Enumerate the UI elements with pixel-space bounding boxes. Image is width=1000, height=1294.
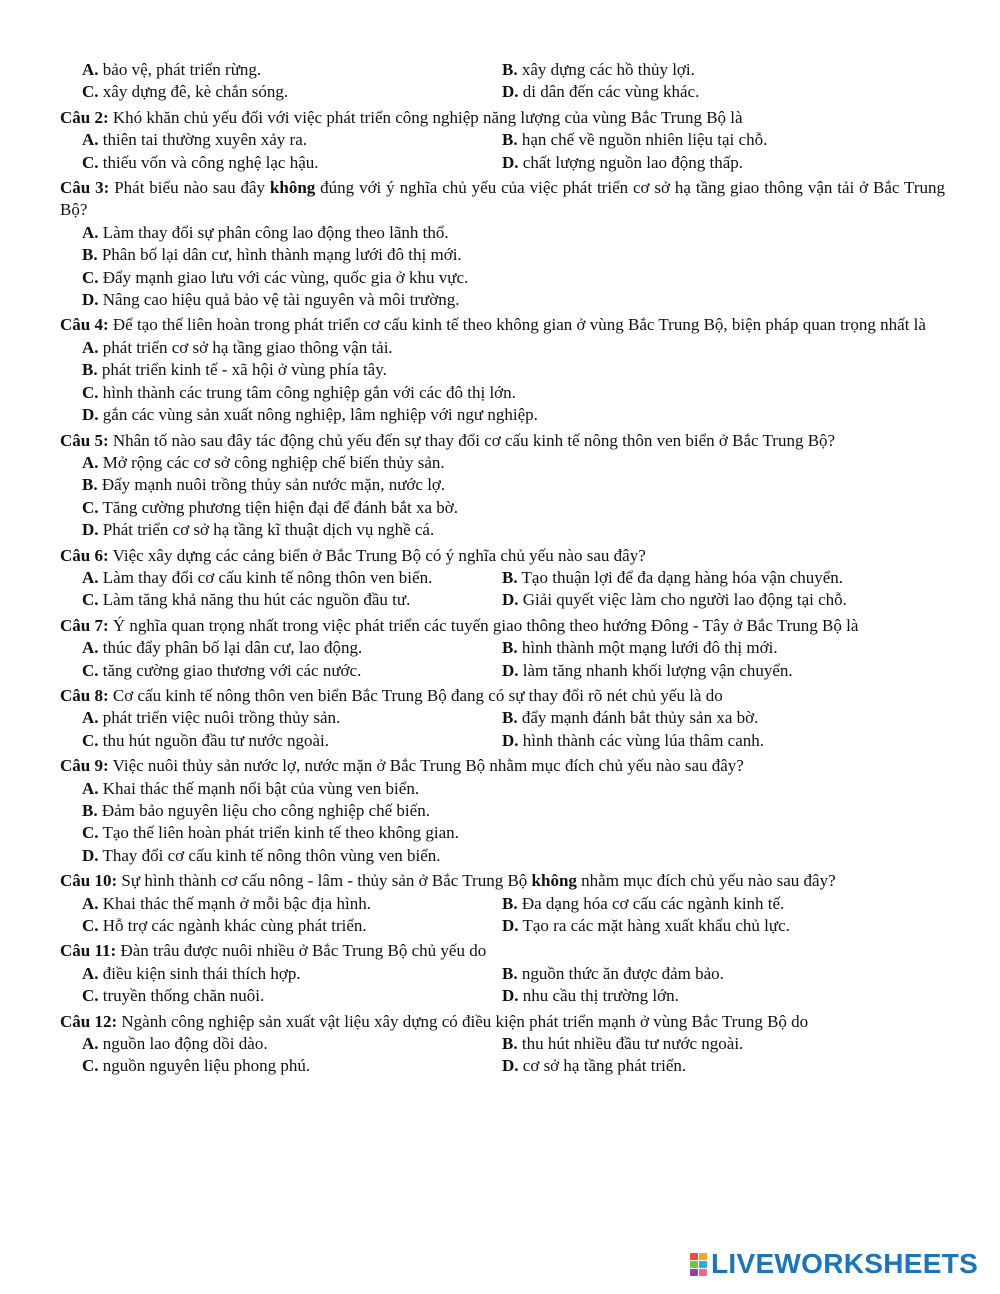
option-letter: C. — [82, 82, 99, 102]
option-text: nguồn lao động dồi dào. — [98, 1034, 268, 1054]
answer-option — [82, 60, 261, 79]
option-text: Khai thác thế mạnh nổi bật của vùng ven biển. — [98, 778, 420, 798]
answer-option — [502, 894, 784, 913]
option-text: Tạo ra các mặt hàng xuất khẩu chủ lực. — [518, 916, 790, 936]
option-text: Nâng cao hiệu quả bảo vệ tài nguyên và môi trường. — [98, 290, 460, 310]
option-letter: D. — [502, 660, 519, 680]
answer-option — [82, 245, 462, 264]
option-line — [82, 519, 945, 541]
option-letter: D. — [82, 290, 99, 310]
option-line — [82, 382, 945, 404]
option-text: Đảm bảo nguyên liệu cho công nghiệp chế biến. — [97, 801, 430, 820]
stem-keyword: không — [531, 871, 577, 891]
answer-option — [82, 82, 288, 101]
option-letter: A. — [82, 778, 99, 798]
answer-option — [82, 708, 340, 727]
stem-text: Nhân tố nào sau đây tác động chủ yếu đến sự thay đổi cơ cấu kinh tế nông thôn ven biển ở Bắc Trung Bộ? — [108, 430, 836, 450]
options-row — [82, 660, 945, 682]
option-letter: D. — [502, 986, 519, 1006]
answer-option — [82, 268, 468, 287]
options-group — [60, 337, 945, 427]
option-letter: B. — [82, 801, 98, 820]
option-line — [82, 474, 945, 496]
question-block — [60, 755, 945, 867]
option-text: nguồn nguyên liệu phong phú. — [98, 1056, 311, 1076]
option-cell — [502, 129, 767, 151]
option-cell — [502, 637, 778, 659]
question-list — [60, 59, 945, 1081]
question-stem — [60, 940, 945, 962]
answer-option — [502, 661, 793, 680]
option-text: phát triển việc nuôi trồng thủy sản. — [98, 708, 341, 728]
liveworksheets-logo — [690, 1248, 979, 1280]
option-letter: C. — [82, 823, 99, 843]
question-label: Câu 7: — [60, 615, 109, 635]
option-text: Phát triển cơ sở hạ tầng kĩ thuật dịch vụ nghề cá. — [98, 520, 435, 540]
option-letter: C. — [82, 660, 99, 680]
stem-text: Việc xây dựng các cảng biển ở Bắc Trung Bộ có ý nghĩa chủ yếu nào sau đây? — [108, 545, 646, 565]
option-cell — [82, 81, 502, 103]
option-line — [82, 404, 945, 426]
option-letter: A. — [82, 708, 99, 728]
option-text: đẩy mạnh đánh bắt thủy sản xa bờ. — [517, 708, 759, 728]
option-line — [82, 244, 945, 266]
option-cell — [502, 707, 758, 729]
option-letter: A. — [82, 638, 99, 658]
option-cell — [82, 152, 502, 174]
answer-option — [82, 223, 449, 242]
stem-text: Đàn trâu được nuôi nhiều ở Bắc Trung Bộ chủ yếu do — [116, 941, 487, 961]
option-text: thu hút nhiều đầu tư nước ngoài. — [517, 1034, 744, 1054]
options-row — [82, 1033, 945, 1055]
option-letter: A. — [82, 337, 99, 357]
option-text: nguồn thức ăn được đảm bảo. — [517, 963, 724, 983]
option-cell — [82, 985, 502, 1007]
option-cell — [502, 985, 679, 1007]
options-group — [60, 452, 945, 542]
option-letter: A. — [82, 452, 99, 472]
option-text: phát triển cơ sở hạ tầng giao thông vận tải. — [98, 337, 393, 357]
option-cell — [82, 915, 502, 937]
option-line — [82, 289, 945, 311]
option-cell — [502, 660, 793, 682]
answer-option — [82, 1034, 268, 1053]
option-text: Đẩy mạnh giao lưu với các vùng, quốc gia ở khu vực. — [98, 267, 469, 287]
answer-option — [502, 1034, 743, 1053]
answer-option — [502, 568, 843, 587]
options-group — [60, 567, 945, 612]
options-group — [60, 778, 945, 868]
option-letter: D. — [502, 590, 519, 610]
option-text: hình thành một mạng lưới đô thị mới. — [517, 638, 778, 658]
option-letter: D. — [502, 730, 519, 750]
question-label: Câu 4: — [60, 315, 109, 335]
question-label: Câu 9: — [60, 756, 109, 776]
option-cell — [82, 1055, 502, 1077]
options-group — [60, 707, 945, 752]
option-text: Đẩy mạnh nuôi trồng thủy sản nước mặn, nước lợ. — [97, 475, 446, 495]
option-text: bảo vệ, phát triển rừng. — [98, 60, 262, 79]
answer-option — [82, 153, 319, 172]
answer-option — [502, 964, 724, 983]
option-text: tăng cường giao thương với các nước. — [98, 660, 362, 680]
answer-option — [82, 661, 361, 680]
option-letter: B. — [502, 60, 518, 79]
options-row — [82, 567, 945, 589]
option-letter: B. — [82, 360, 98, 380]
option-letter: C. — [82, 152, 99, 172]
option-text: hình thành các vùng lúa thâm canh. — [518, 730, 765, 750]
question-block — [60, 940, 945, 1007]
options-row — [82, 963, 945, 985]
option-letter: D. — [502, 1056, 519, 1076]
option-cell — [502, 915, 790, 937]
option-cell — [502, 1033, 743, 1055]
option-letter: C. — [82, 497, 99, 517]
option-line — [82, 267, 945, 289]
answer-option — [82, 520, 434, 539]
options-row — [82, 985, 945, 1007]
answer-option — [82, 498, 458, 517]
option-line — [82, 337, 945, 359]
question-label: Câu 8: — [60, 685, 109, 705]
option-text: thiên tai thường xuyên xảy ra. — [98, 130, 307, 150]
option-text: phát triển kinh tế - xã hội ở vùng phía tây. — [97, 360, 387, 380]
options-row — [82, 129, 945, 151]
stem-text: Việc nuôi thủy sản nước lợ, nước mặn ở Bắc Trung Bộ nhằm mục đích chủ yếu nào sau đây? — [108, 756, 744, 776]
options-row — [82, 152, 945, 174]
option-cell — [82, 1033, 502, 1055]
option-text: Làm thay đổi cơ cấu kinh tế nông thôn ven biển. — [98, 567, 433, 587]
option-text: thu hút nguồn đầu tư nước ngoài. — [98, 730, 329, 750]
option-line — [82, 222, 945, 244]
option-cell — [82, 730, 502, 752]
answer-option — [82, 475, 445, 494]
answer-option — [502, 986, 679, 1005]
option-letter: B. — [82, 245, 98, 265]
question-label: Câu 2: — [60, 107, 109, 127]
option-line — [82, 845, 945, 867]
option-text: nhu cầu thị trường lớn. — [518, 986, 679, 1006]
question-label: Câu 3: — [60, 178, 110, 198]
question-label: Câu 10: — [60, 871, 118, 891]
option-line — [82, 822, 945, 844]
options-group — [60, 637, 945, 682]
logo-text: LIVEWORKSHEETS — [711, 1248, 979, 1280]
stem-text: Phát biểu nào sau đây — [109, 178, 270, 198]
options-group — [60, 963, 945, 1008]
question-block — [60, 685, 945, 752]
option-cell — [502, 81, 699, 103]
option-text: Hỗ trợ các ngành khác cùng phát triển. — [98, 916, 367, 936]
question-block — [60, 1011, 945, 1078]
answer-option — [82, 1056, 310, 1075]
answer-option — [82, 590, 410, 609]
question-block — [60, 177, 945, 311]
options-row — [82, 1055, 945, 1077]
options-row — [82, 59, 945, 81]
answer-option — [82, 779, 419, 798]
answer-option — [82, 986, 264, 1005]
option-line — [82, 778, 945, 800]
answer-option — [502, 731, 764, 750]
stem-text: đúng với ý nghĩa chủ yếu của việc phát triển cơ sở hạ tầng giao thông vận tải ở Bắc Trung Bộ? — [60, 178, 945, 220]
option-cell — [502, 59, 695, 81]
answer-option — [82, 916, 367, 935]
option-text: gắn các vùng sản xuất nông nghiệp, lâm nghiệp với ngư nghiệp. — [98, 405, 538, 425]
stem-keyword: không — [269, 178, 316, 198]
option-text: Phân bố lại dân cư, hình thành mạng lưới đô thị mới. — [97, 245, 462, 265]
option-text: Tăng cường phương tiện hiện đại để đánh bắt xa bờ. — [98, 497, 459, 517]
answer-option — [502, 82, 699, 101]
answer-option — [82, 130, 307, 149]
option-letter: B. — [502, 1034, 518, 1054]
options-row — [82, 589, 945, 611]
option-cell — [82, 129, 502, 151]
answer-option — [502, 130, 767, 149]
option-text: thiếu vốn và công nghệ lạc hậu. — [98, 152, 319, 172]
option-text: Tạo thế liên hoàn phát triển kinh tế theo không gian. — [98, 823, 459, 843]
option-line — [82, 452, 945, 474]
option-cell — [82, 963, 502, 985]
option-cell — [502, 567, 843, 589]
options-row — [82, 915, 945, 937]
question-block — [60, 107, 945, 174]
answer-option — [82, 568, 432, 587]
answer-option — [82, 405, 538, 424]
stem-text: Sự hình thành cơ cấu nông - lâm - thủy sản ở Bắc Trung Bộ — [117, 871, 532, 891]
answer-option — [82, 360, 387, 379]
question-stem — [60, 107, 945, 129]
option-text: xây dựng các hồ thủy lợi. — [517, 60, 695, 79]
option-cell — [82, 660, 502, 682]
option-cell — [82, 589, 502, 611]
option-text: Mở rộng các cơ sở công nghiệp chế biến thủy sản. — [98, 452, 445, 472]
option-cell — [502, 730, 764, 752]
question-stem — [60, 755, 945, 777]
option-letter: D. — [502, 82, 519, 102]
option-letter: B. — [502, 130, 518, 150]
option-letter: A. — [82, 893, 99, 913]
stem-text: Để tạo thế liên hoàn trong phát triển cơ cấu kinh tế theo không gian ở vùng Bắc Trung Bộ, biện pháp quan trọng nhất là — [108, 315, 926, 335]
option-text: Khai thác thế mạnh ở mỗi bậc địa hình. — [98, 893, 371, 913]
answer-option — [82, 383, 516, 402]
option-text: thúc đẩy phân bố lại dân cư, lao động. — [98, 638, 363, 658]
options-group — [60, 893, 945, 938]
option-text: cơ sở hạ tầng phát triển. — [518, 1056, 687, 1076]
option-letter: C. — [82, 590, 99, 610]
options-row — [82, 730, 945, 752]
question-label: Câu 5: — [60, 430, 109, 450]
option-text: điều kiện sinh thái thích hợp. — [98, 963, 301, 983]
option-text: Giải quyết việc làm cho người lao động tại chỗ. — [518, 590, 847, 610]
stem-text: Ý nghĩa quan trọng nhất trong việc phát triển các tuyến giao thông theo hướng Đông - Tây ở Bắc Trung Bộ là — [108, 615, 859, 635]
option-text: Tạo thuận lợi để đa dạng hàng hóa vận chuyển. — [517, 567, 844, 587]
option-cell — [502, 589, 847, 611]
option-letter: C. — [82, 730, 99, 750]
answer-option — [82, 801, 430, 820]
option-letter: A. — [82, 130, 99, 150]
option-letter: B. — [82, 475, 98, 495]
options-group — [60, 59, 945, 104]
option-letter: D. — [502, 152, 519, 172]
option-letter: D. — [82, 520, 99, 540]
answer-option — [502, 638, 778, 657]
question-label: Câu 11: — [60, 941, 117, 961]
option-cell — [82, 637, 502, 659]
stem-text: Khó khăn chủ yếu đối với việc phát triển công nghiệp năng lượng của vùng Bắc Trung Bộ là — [108, 107, 743, 127]
option-letter: B. — [502, 963, 518, 983]
answer-option — [82, 894, 371, 913]
option-cell — [502, 963, 724, 985]
question-block — [60, 615, 945, 682]
answer-option — [82, 846, 441, 865]
option-line — [82, 359, 945, 381]
question-stem — [60, 545, 945, 567]
answer-option — [502, 590, 847, 609]
option-text: hình thành các trung tâm công nghiệp gắn với các đô thị lớn. — [98, 382, 516, 402]
question-block — [60, 59, 945, 104]
stem-text: nhằm mục đích chủ yếu nào sau đây? — [576, 871, 836, 891]
answer-option — [502, 916, 790, 935]
question-label: Câu 12: — [60, 1011, 118, 1031]
options-group — [60, 129, 945, 174]
options-row — [82, 81, 945, 103]
option-letter: C. — [82, 916, 99, 936]
option-text: Đa dạng hóa cơ cấu các ngành kinh tế. — [517, 893, 785, 913]
option-letter: A. — [82, 963, 99, 983]
answer-option — [82, 290, 459, 309]
option-letter: D. — [502, 916, 519, 936]
logo-grid-icon — [690, 1253, 707, 1276]
question-label: Câu 6: — [60, 545, 109, 565]
option-cell — [502, 893, 784, 915]
option-text: làm tăng nhanh khối lượng vận chuyển. — [518, 660, 793, 680]
option-text: Thay đổi cơ cấu kinh tế nông thôn vùng ven biển. — [98, 845, 441, 865]
options-row — [82, 893, 945, 915]
option-letter: A. — [82, 222, 99, 242]
option-letter: A. — [82, 567, 99, 587]
answer-option — [82, 964, 301, 983]
question-stem — [60, 870, 945, 892]
question-stem — [60, 685, 945, 707]
answer-option — [502, 1056, 686, 1075]
option-cell — [82, 567, 502, 589]
option-text: xây dựng đê, kè chắn sóng. — [98, 82, 289, 102]
option-text: Làm tăng khả năng thu hút các nguồn đầu tư. — [98, 590, 411, 610]
option-letter: B. — [502, 638, 518, 658]
option-letter: B. — [502, 708, 518, 728]
option-cell — [502, 152, 743, 174]
answer-option — [82, 823, 459, 842]
answer-option — [502, 708, 758, 727]
options-group — [60, 222, 945, 312]
option-cell — [82, 59, 502, 81]
answer-option — [82, 338, 393, 357]
option-letter: D. — [82, 405, 99, 425]
question-stem — [60, 177, 945, 222]
option-text: di dân đến các vùng khác. — [518, 82, 700, 102]
option-text: chất lượng nguồn lao động thấp. — [518, 152, 744, 172]
options-group — [60, 1033, 945, 1078]
option-letter: C. — [82, 1056, 99, 1076]
question-stem — [60, 1011, 945, 1033]
answer-option — [82, 731, 329, 750]
option-text: hạn chế về nguồn nhiên liệu tại chỗ. — [517, 130, 768, 150]
question-block — [60, 870, 945, 937]
option-letter: C. — [82, 382, 99, 402]
answer-option — [82, 638, 362, 657]
option-text: truyền thống chăn nuôi. — [98, 986, 265, 1006]
option-line — [82, 497, 945, 519]
question-block — [60, 314, 945, 426]
stem-text: Ngành công nghiệp sản xuất vật liệu xây dựng có điều kiện phát triển mạnh ở vùng Bắc Trung Bộ do — [117, 1011, 809, 1031]
question-block — [60, 430, 945, 542]
answer-option — [502, 153, 743, 172]
option-cell — [82, 707, 502, 729]
option-letter: B. — [502, 893, 518, 913]
option-letter: D. — [82, 845, 99, 865]
answer-option — [82, 453, 445, 472]
option-text: Làm thay đổi sự phân công lao động theo lãnh thổ. — [98, 222, 449, 242]
option-line — [82, 800, 945, 822]
options-row — [82, 637, 945, 659]
options-row — [82, 707, 945, 729]
option-letter: C. — [82, 267, 99, 287]
option-letter: B. — [502, 567, 518, 587]
question-stem — [60, 615, 945, 637]
option-letter: A. — [82, 1034, 99, 1054]
question-block — [60, 545, 945, 612]
question-stem — [60, 430, 945, 452]
stem-text: Cơ cấu kinh tế nông thôn ven biển Bắc Trung Bộ đang có sự thay đổi rõ nét chủ yếu là do — [108, 685, 723, 705]
question-stem — [60, 314, 945, 336]
option-letter: C. — [82, 986, 99, 1006]
option-cell — [82, 893, 502, 915]
option-cell — [502, 1055, 686, 1077]
option-letter: A. — [82, 60, 99, 79]
answer-option — [502, 60, 695, 79]
